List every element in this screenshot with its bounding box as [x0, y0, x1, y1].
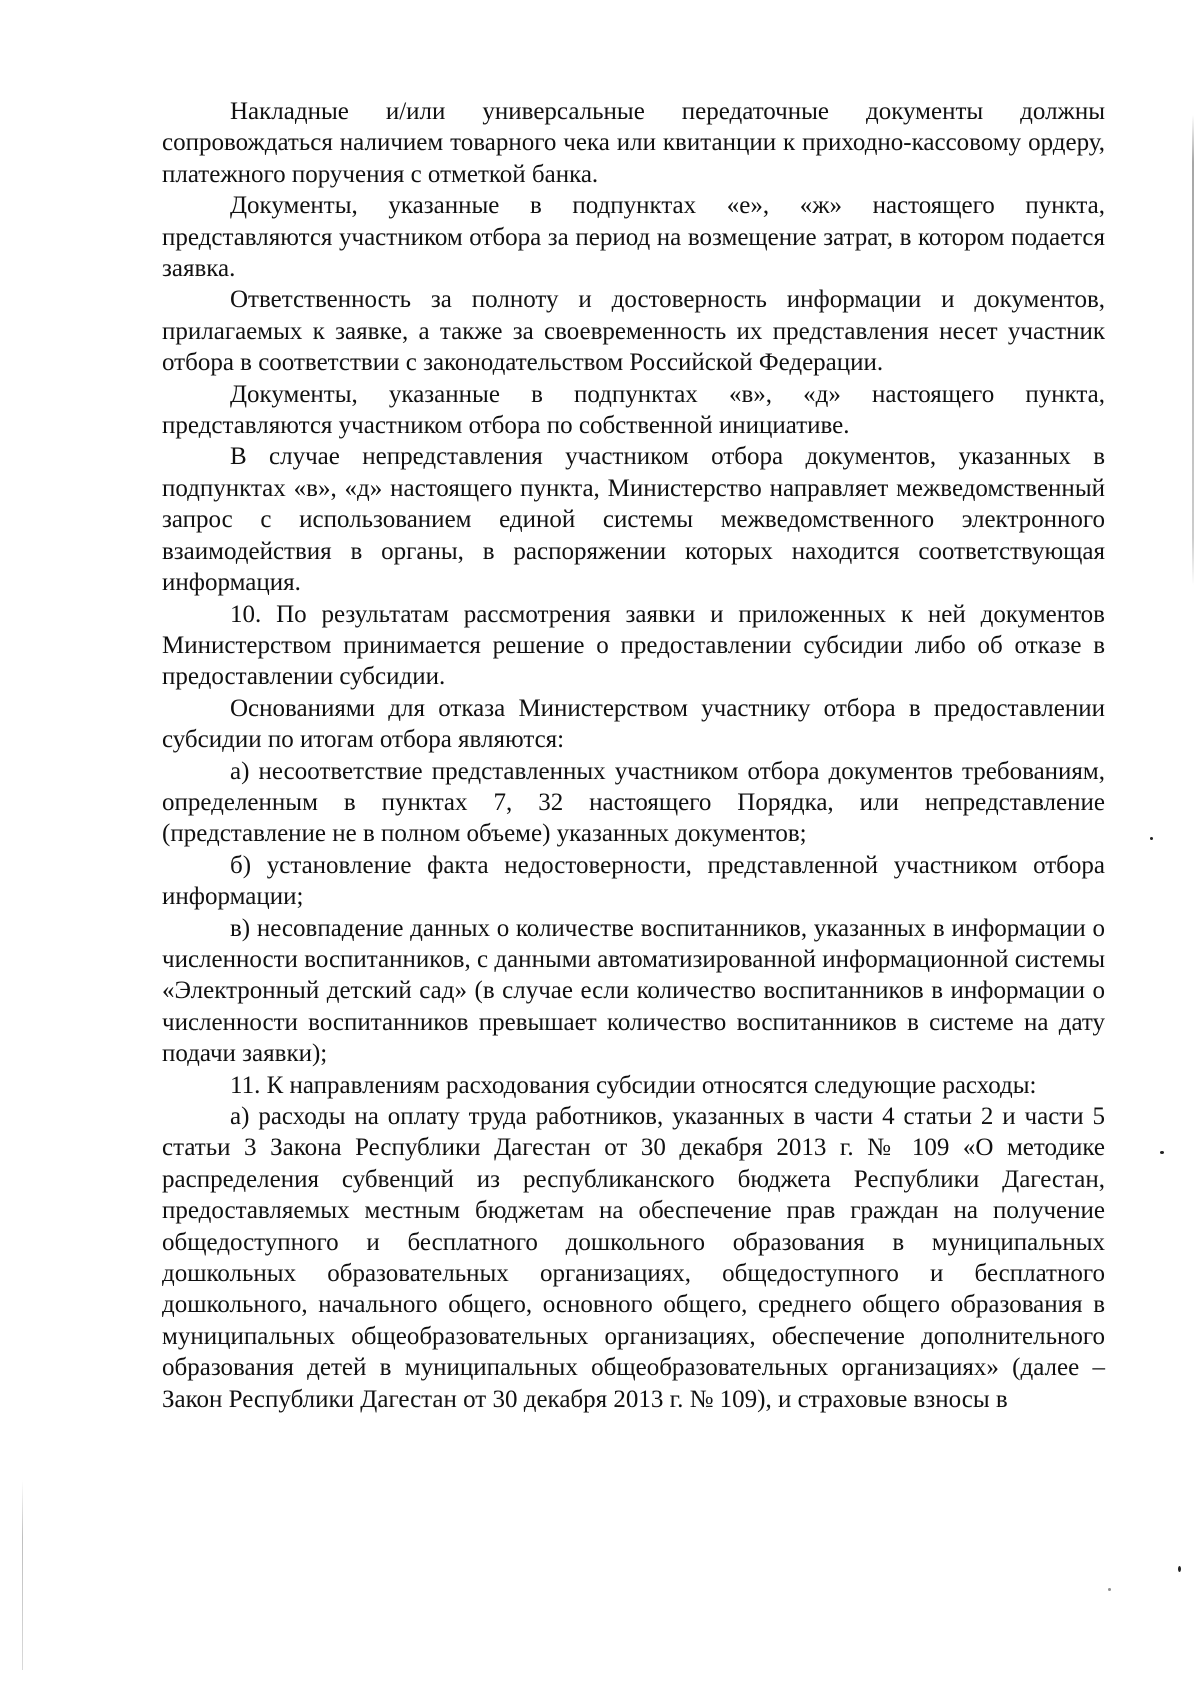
document-body — [162, 96, 1105, 1415]
paragraph: В случае непредставления участником отбора документов, указанных в подпунктах «в», «д» настоящего пункта, Министерство направляет межведомственный запрос с использованием единой системы межведомственного электронного взаимодействия в органы, в распоряжении которых находится соответствующая информация. — [162, 443, 1105, 597]
paragraph: 11. К направлениям расходования субсидии относятся следующие расходы: — [230, 1071, 1037, 1099]
scan-edge-artifact — [22, 1480, 23, 1670]
paragraph: Документы, указанные в подпунктах «е», «ж» настоящего пункта, представляются участником отбора за период на возмещение затрат, в котором подается заявка. — [162, 192, 1105, 283]
paragraph: Основаниями для отказа Министерством участнику отбора в предоставлении субсидии по итогам отбора являются: — [162, 694, 1105, 754]
paragraph: Накладные и/или универсальные передаточные документы должны сопровождаться наличием товарного чека или квитанции к приходно-кассовому ордеру, платежного поручения с отметкой банка. — [162, 98, 1105, 188]
paragraph: Документы, указанные в подпунктах «в», «д» настоящего пункта, представляются участником отбора по собственной инициативе. — [162, 380, 1105, 440]
paragraph: а) несоответствие представленных участником отбора документов требованиям, определенным в пунктах 7, 32 настоящего Порядка, или непредставление (представление не в полном объеме) указанных документов; — [162, 757, 1105, 848]
scan-speck — [1150, 837, 1153, 840]
paragraph: 10. По результатам рассмотрения заявки и приложенных к ней документов Министерством принимается решение о предоставлении субсидии либо об отказе в предоставлении субсидии. — [162, 600, 1105, 691]
scan-speck — [1178, 1566, 1181, 1572]
paragraph: в) несовпадение данных о количестве воспитанников, указанных в информации о численности воспитанников, с данными автоматизированной информационной системы «Электронный детский сад» (в случае если количество воспитанников в информации о численности воспитанников превышает количество воспитанников в системе на дату подачи заявки); — [162, 914, 1105, 1068]
paragraph: б) установление факта недостоверности, представленной участником отбора информации; — [162, 851, 1105, 911]
scan-edge-artifact — [1192, 115, 1194, 585]
scan-speck — [1160, 1151, 1164, 1154]
paragraph: Ответственность за полноту и достоверность информации и документов, прилагаемых к заявке, а также за своевременность их представления несет участник отбора в соответствии с законодательством Российской Федерации. — [162, 286, 1105, 377]
paragraph: а) расходы на оплату труда работников, указанных в части 4 статьи 2 и части 5 статьи 3 Закона Республики Дагестан от 30 декабря 2013 г. № 109 «О методике распределения субвенций из республиканского бюджета Республики Дагестан, предоставляемых местным бюджетам на обеспечение прав граждан на получение общедоступного и бесплатного дошкольного образования в муниципальных дошкольных образовательных организациях, общедоступного и бесплатного дошкольного, начального общего, основного общего, среднего общего образования в муниципальных общеобразовательных организациях, обеспечение дополнительного образования детей в муниципальных общеобразовательных организациях» (далее – Закон Республики Дагестан от 30 декабря 2013 г. № 109), и страховые взносы в — [162, 1103, 1105, 1413]
scan-speck — [1108, 1588, 1111, 1591]
